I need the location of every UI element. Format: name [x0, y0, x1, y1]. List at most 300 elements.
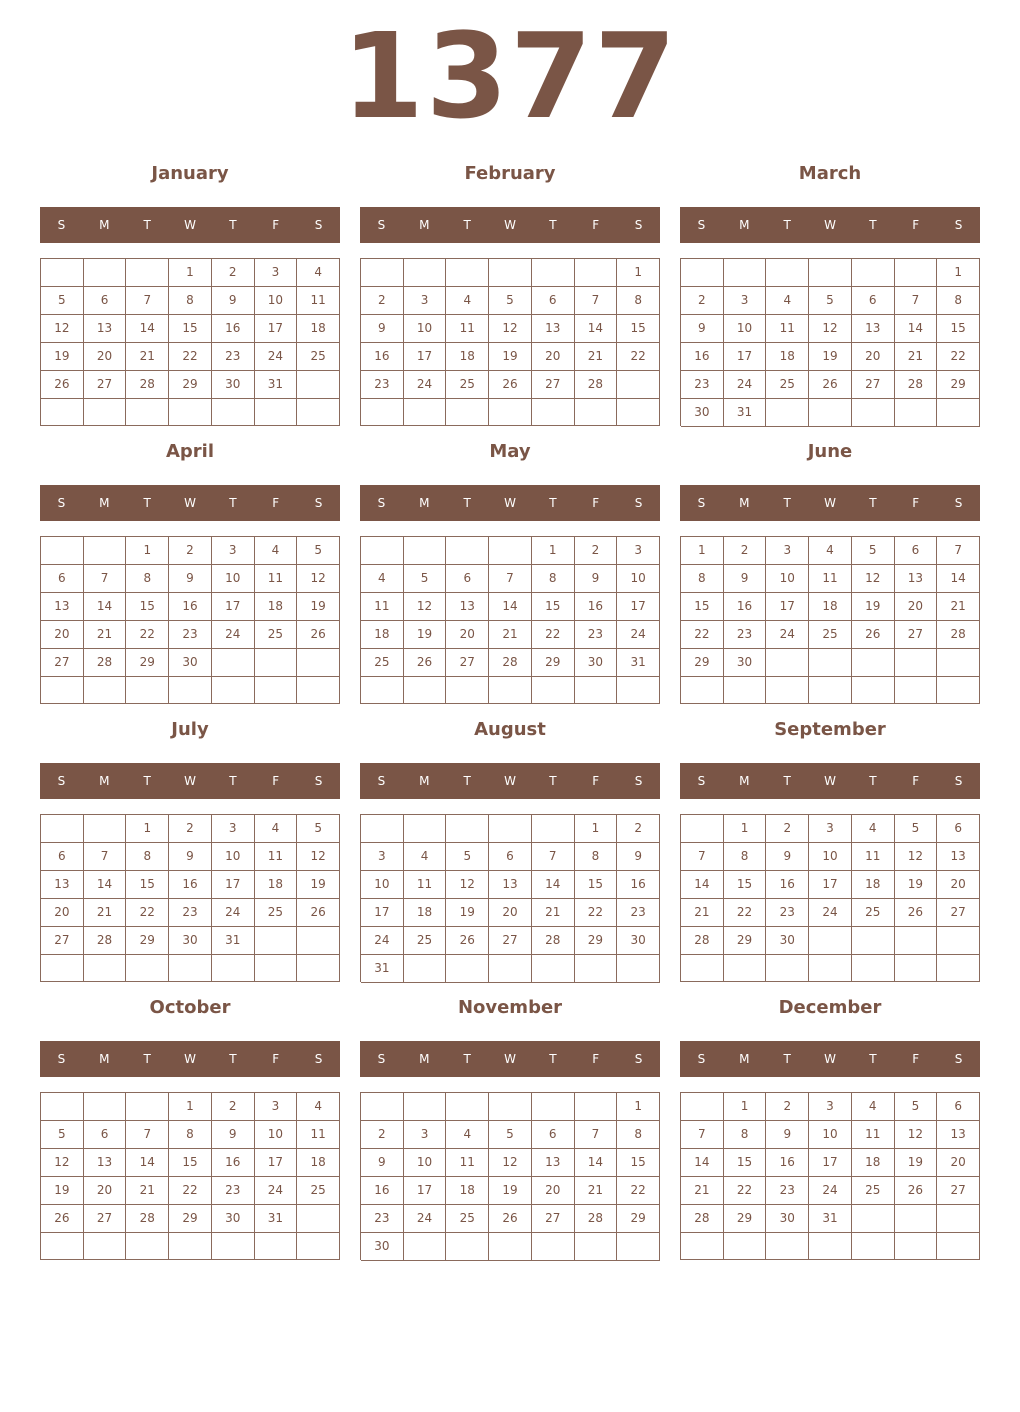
empty-day-cell	[41, 1093, 84, 1121]
empty-day-cell	[809, 1233, 852, 1260]
day-cell: 17	[404, 343, 447, 371]
day-cell: 21	[126, 1177, 169, 1205]
day-cell: 29	[575, 927, 618, 955]
day-cell: 23	[212, 343, 255, 371]
empty-day-cell	[126, 955, 169, 982]
empty-day-cell	[681, 955, 724, 982]
month-october	[40, 996, 340, 1266]
month-name: May	[489, 441, 531, 462]
day-cell: 19	[809, 343, 852, 371]
empty-day-cell	[575, 955, 618, 983]
weekday-label: S	[377, 496, 386, 510]
day-cell: 24	[361, 927, 404, 955]
weekday-label: T	[783, 774, 791, 788]
empty-day-cell	[937, 649, 980, 677]
day-cell: 23	[169, 621, 212, 649]
day-cell: 16	[766, 1149, 809, 1177]
day-cell: 29	[169, 1205, 212, 1233]
weekday-label: F	[272, 496, 280, 510]
day-cell: 28	[84, 927, 127, 955]
day-cell: 28	[681, 1205, 724, 1233]
empty-day-cell	[724, 677, 767, 704]
day-cell: 15	[617, 315, 660, 343]
empty-day-cell	[809, 399, 852, 427]
weekday-label: T	[463, 496, 471, 510]
day-cell: 23	[681, 371, 724, 399]
empty-day-cell	[84, 259, 127, 287]
day-grid	[680, 814, 980, 982]
day-cell: 21	[575, 343, 618, 371]
empty-day-cell	[126, 259, 169, 287]
empty-day-cell	[446, 955, 489, 983]
weekday-label: T	[549, 218, 557, 232]
day-cell: 18	[255, 871, 298, 899]
day-cell: 4	[852, 815, 895, 843]
month-january	[40, 162, 340, 432]
empty-day-cell	[681, 1233, 724, 1260]
day-cell: 8	[169, 1121, 212, 1149]
weekday-label: W	[184, 496, 196, 510]
empty-day-cell	[41, 677, 84, 704]
day-cell: 18	[446, 343, 489, 371]
day-cell: 30	[766, 927, 809, 955]
empty-day-cell	[617, 677, 660, 704]
weekday-header	[360, 485, 660, 521]
day-cell: 11	[809, 565, 852, 593]
month-name: April	[165, 441, 215, 462]
empty-day-cell	[84, 537, 127, 565]
weekday-label: T	[783, 496, 791, 510]
day-cell: 9	[361, 315, 404, 343]
empty-day-cell	[169, 955, 212, 982]
empty-day-cell	[575, 399, 618, 426]
day-cell: 4	[255, 815, 298, 843]
weekday-label: T	[229, 774, 237, 788]
day-cell: 9	[212, 287, 255, 315]
day-cell: 6	[937, 815, 980, 843]
day-cell: 10	[809, 843, 852, 871]
month-july	[40, 718, 340, 988]
day-cell: 22	[617, 343, 660, 371]
empty-day-cell	[489, 815, 532, 843]
day-cell: 22	[724, 899, 767, 927]
empty-day-cell	[895, 259, 938, 287]
day-cell: 16	[724, 593, 767, 621]
day-cell: 17	[617, 593, 660, 621]
day-cell: 24	[724, 371, 767, 399]
empty-day-cell	[852, 399, 895, 427]
empty-day-cell	[404, 259, 447, 287]
day-cell: 13	[895, 565, 938, 593]
day-grid	[40, 258, 340, 426]
weekday-label: T	[463, 774, 471, 788]
day-cell: 23	[361, 1205, 404, 1233]
weekday-label: F	[272, 218, 280, 232]
day-cell: 4	[852, 1093, 895, 1121]
day-cell: 6	[41, 565, 84, 593]
day-cell: 9	[361, 1149, 404, 1177]
day-cell: 5	[297, 537, 340, 565]
day-cell: 24	[809, 1177, 852, 1205]
day-cell: 1	[169, 259, 212, 287]
day-cell: 16	[766, 871, 809, 899]
day-cell: 28	[681, 927, 724, 955]
day-cell: 17	[766, 593, 809, 621]
day-cell: 14	[681, 871, 724, 899]
empty-day-cell	[489, 259, 532, 287]
weekday-label: M	[419, 496, 430, 510]
day-cell: 22	[724, 1177, 767, 1205]
day-cell: 20	[489, 899, 532, 927]
day-cell: 29	[169, 371, 212, 399]
day-cell: 27	[41, 927, 84, 955]
day-cell: 13	[446, 593, 489, 621]
empty-day-cell	[766, 399, 809, 427]
day-cell: 18	[255, 593, 298, 621]
day-cell: 7	[84, 843, 127, 871]
empty-day-cell	[297, 955, 340, 982]
day-cell: 6	[41, 843, 84, 871]
weekday-header	[40, 763, 340, 799]
day-cell: 11	[361, 593, 404, 621]
empty-day-cell	[724, 259, 767, 287]
empty-day-cell	[255, 677, 298, 704]
weekday-label: T	[463, 218, 471, 232]
day-cell: 8	[724, 843, 767, 871]
weekday-label: M	[99, 1052, 110, 1066]
weekday-label: M	[99, 774, 110, 788]
day-cell: 26	[41, 371, 84, 399]
day-cell: 16	[212, 1149, 255, 1177]
day-cell: 27	[532, 371, 575, 399]
empty-day-cell	[617, 1233, 660, 1261]
empty-day-cell	[532, 815, 575, 843]
day-cell: 7	[489, 565, 532, 593]
day-cell: 3	[255, 1093, 298, 1121]
day-cell: 12	[895, 1121, 938, 1149]
day-cell: 13	[852, 315, 895, 343]
day-cell: 13	[532, 315, 575, 343]
day-cell: 3	[404, 1121, 447, 1149]
day-cell: 7	[532, 843, 575, 871]
day-cell: 21	[489, 621, 532, 649]
day-cell: 12	[895, 843, 938, 871]
empty-day-cell	[361, 537, 404, 565]
day-cell: 29	[681, 649, 724, 677]
empty-day-cell	[809, 259, 852, 287]
empty-day-cell	[361, 677, 404, 704]
day-cell: 18	[852, 1149, 895, 1177]
empty-day-cell	[852, 677, 895, 704]
day-cell: 5	[404, 565, 447, 593]
weekday-label: T	[143, 496, 151, 510]
empty-day-cell	[617, 371, 660, 399]
empty-day-cell	[404, 399, 447, 426]
day-cell: 2	[169, 815, 212, 843]
day-cell: 16	[575, 593, 618, 621]
day-cell: 3	[404, 287, 447, 315]
day-cell: 29	[724, 1205, 767, 1233]
day-cell: 7	[681, 1121, 724, 1149]
day-cell: 25	[852, 899, 895, 927]
day-grid	[40, 1092, 340, 1260]
day-cell: 23	[724, 621, 767, 649]
day-cell: 23	[766, 899, 809, 927]
day-cell: 13	[937, 1121, 980, 1149]
day-cell: 26	[489, 1205, 532, 1233]
weekday-label: S	[954, 496, 963, 510]
day-cell: 26	[852, 621, 895, 649]
empty-day-cell	[895, 927, 938, 955]
day-cell: 10	[404, 1149, 447, 1177]
day-cell: 11	[766, 315, 809, 343]
day-cell: 27	[489, 927, 532, 955]
day-cell: 12	[809, 315, 852, 343]
day-cell: 12	[404, 593, 447, 621]
day-cell: 2	[681, 287, 724, 315]
weekday-label: T	[869, 1052, 877, 1066]
day-cell: 17	[361, 899, 404, 927]
day-cell: 4	[297, 259, 340, 287]
day-cell: 24	[617, 621, 660, 649]
month-november	[360, 996, 660, 1266]
weekday-label: W	[184, 218, 196, 232]
day-cell: 21	[895, 343, 938, 371]
day-cell: 19	[852, 593, 895, 621]
day-cell: 27	[895, 621, 938, 649]
weekday-label: T	[143, 1052, 151, 1066]
day-cell: 3	[361, 843, 404, 871]
day-cell: 2	[169, 537, 212, 565]
day-cell: 25	[446, 1205, 489, 1233]
day-cell: 5	[489, 1121, 532, 1149]
day-cell: 28	[489, 649, 532, 677]
day-cell: 11	[255, 843, 298, 871]
day-cell: 2	[617, 815, 660, 843]
weekday-label: W	[504, 774, 516, 788]
day-cell: 26	[297, 899, 340, 927]
day-cell: 21	[937, 593, 980, 621]
day-cell: 13	[84, 315, 127, 343]
day-cell: 27	[937, 899, 980, 927]
day-cell: 1	[617, 1093, 660, 1121]
day-cell: 9	[169, 843, 212, 871]
day-cell: 2	[575, 537, 618, 565]
day-cell: 8	[681, 565, 724, 593]
day-cell: 20	[41, 621, 84, 649]
day-cell: 2	[212, 1093, 255, 1121]
day-cell: 28	[575, 1205, 618, 1233]
day-cell: 30	[361, 1233, 404, 1261]
day-cell: 30	[681, 399, 724, 427]
day-cell: 11	[446, 315, 489, 343]
empty-day-cell	[446, 1093, 489, 1121]
weekday-label: W	[824, 218, 836, 232]
weekday-label: S	[634, 1052, 643, 1066]
day-cell: 20	[532, 343, 575, 371]
empty-day-cell	[84, 1233, 127, 1260]
day-cell: 15	[169, 1149, 212, 1177]
day-cell: 1	[532, 537, 575, 565]
empty-day-cell	[255, 955, 298, 982]
day-cell: 24	[404, 1205, 447, 1233]
weekday-label: F	[912, 496, 920, 510]
day-cell: 2	[212, 259, 255, 287]
day-cell: 17	[255, 1149, 298, 1177]
empty-day-cell	[404, 955, 447, 983]
day-cell: 11	[255, 565, 298, 593]
weekday-label: W	[504, 1052, 516, 1066]
day-cell: 5	[852, 537, 895, 565]
day-cell: 22	[575, 899, 618, 927]
month-april	[40, 440, 340, 710]
empty-day-cell	[41, 815, 84, 843]
day-cell: 18	[809, 593, 852, 621]
month-name: July	[171, 719, 209, 740]
weekday-label: S	[314, 496, 323, 510]
day-cell: 12	[297, 565, 340, 593]
day-cell: 4	[446, 1121, 489, 1149]
day-grid	[680, 536, 980, 704]
day-grid	[360, 1092, 660, 1260]
day-cell: 25	[361, 649, 404, 677]
weekday-label: S	[314, 1052, 323, 1066]
weekday-label: S	[57, 774, 66, 788]
empty-day-cell	[681, 259, 724, 287]
day-cell: 16	[361, 343, 404, 371]
day-cell: 30	[724, 649, 767, 677]
day-cell: 17	[809, 871, 852, 899]
day-cell: 12	[41, 1149, 84, 1177]
empty-day-cell	[446, 537, 489, 565]
day-cell: 10	[404, 315, 447, 343]
weekday-label: S	[314, 774, 323, 788]
day-cell: 6	[84, 1121, 127, 1149]
day-cell: 21	[126, 343, 169, 371]
day-cell: 22	[681, 621, 724, 649]
day-cell: 16	[169, 871, 212, 899]
empty-day-cell	[489, 399, 532, 426]
day-cell: 17	[212, 871, 255, 899]
day-cell: 28	[84, 649, 127, 677]
empty-day-cell	[852, 927, 895, 955]
empty-day-cell	[169, 1233, 212, 1260]
day-cell: 19	[404, 621, 447, 649]
weekday-label: F	[592, 774, 600, 788]
day-cell: 28	[126, 1205, 169, 1233]
day-cell: 26	[404, 649, 447, 677]
day-cell: 25	[766, 371, 809, 399]
day-cell: 19	[895, 1149, 938, 1177]
weekday-label: S	[314, 218, 323, 232]
empty-day-cell	[297, 927, 340, 955]
empty-day-cell	[724, 955, 767, 982]
day-cell: 21	[575, 1177, 618, 1205]
empty-day-cell	[212, 649, 255, 677]
weekday-label: F	[912, 774, 920, 788]
empty-day-cell	[297, 399, 340, 426]
day-cell: 22	[126, 899, 169, 927]
day-cell: 14	[681, 1149, 724, 1177]
day-cell: 9	[212, 1121, 255, 1149]
empty-day-cell	[41, 259, 84, 287]
empty-day-cell	[297, 1205, 340, 1233]
day-cell: 11	[852, 1121, 895, 1149]
empty-day-cell	[84, 399, 127, 426]
day-cell: 29	[126, 927, 169, 955]
empty-day-cell	[255, 1233, 298, 1260]
day-cell: 9	[724, 565, 767, 593]
day-cell: 7	[575, 1121, 618, 1149]
weekday-label: S	[634, 496, 643, 510]
day-cell: 26	[41, 1205, 84, 1233]
weekday-header	[360, 1041, 660, 1077]
day-cell: 18	[361, 621, 404, 649]
weekday-label: F	[592, 1052, 600, 1066]
weekday-label: T	[229, 218, 237, 232]
day-cell: 13	[41, 871, 84, 899]
empty-day-cell	[212, 399, 255, 426]
month-february	[360, 162, 660, 432]
empty-day-cell	[681, 815, 724, 843]
day-cell: 8	[169, 287, 212, 315]
weekday-header	[360, 763, 660, 799]
day-cell: 20	[446, 621, 489, 649]
day-cell: 22	[532, 621, 575, 649]
day-cell: 7	[681, 843, 724, 871]
day-cell: 10	[255, 1121, 298, 1149]
day-cell: 18	[404, 899, 447, 927]
day-cell: 21	[84, 621, 127, 649]
weekday-label: T	[869, 218, 877, 232]
empty-day-cell	[852, 1233, 895, 1260]
empty-day-cell	[532, 399, 575, 426]
empty-day-cell	[575, 259, 618, 287]
day-cell: 22	[937, 343, 980, 371]
day-cell: 4	[446, 287, 489, 315]
day-cell: 14	[937, 565, 980, 593]
month-march	[680, 162, 980, 432]
weekday-label: S	[697, 1052, 706, 1066]
empty-day-cell	[489, 1233, 532, 1261]
day-cell: 13	[532, 1149, 575, 1177]
day-cell: 11	[852, 843, 895, 871]
day-cell: 7	[895, 287, 938, 315]
day-cell: 21	[532, 899, 575, 927]
day-grid	[40, 814, 340, 982]
weekday-label: M	[419, 774, 430, 788]
day-cell: 6	[937, 1093, 980, 1121]
day-cell: 15	[937, 315, 980, 343]
weekday-label: T	[783, 1052, 791, 1066]
empty-day-cell	[766, 649, 809, 677]
day-cell: 15	[126, 871, 169, 899]
day-cell: 31	[212, 927, 255, 955]
day-cell: 30	[575, 649, 618, 677]
day-cell: 6	[446, 565, 489, 593]
empty-day-cell	[489, 537, 532, 565]
empty-day-cell	[489, 677, 532, 704]
empty-day-cell	[937, 1233, 980, 1260]
day-cell: 13	[41, 593, 84, 621]
day-cell: 19	[895, 871, 938, 899]
day-cell: 14	[126, 1149, 169, 1177]
weekday-label: F	[272, 774, 280, 788]
weekday-header	[680, 1041, 980, 1077]
day-cell: 14	[895, 315, 938, 343]
day-cell: 5	[895, 1093, 938, 1121]
day-cell: 10	[617, 565, 660, 593]
